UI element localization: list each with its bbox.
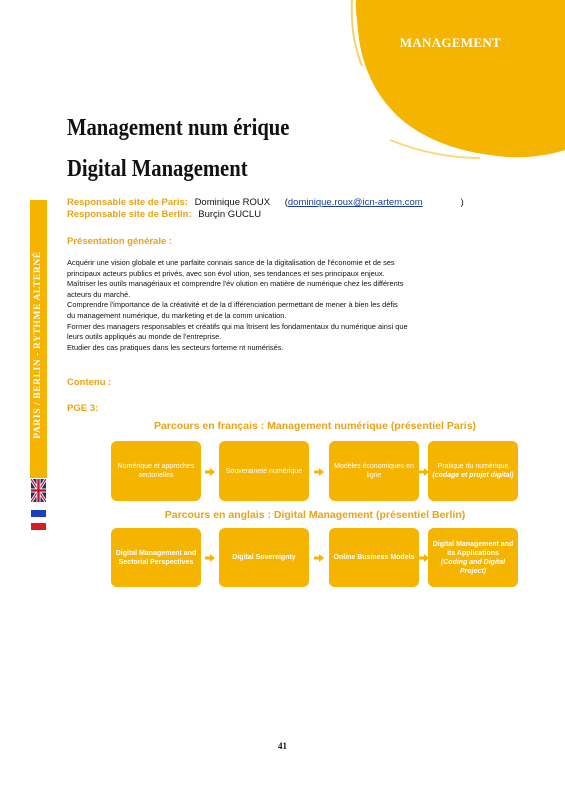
arrow-right-icon — [419, 554, 429, 562]
presentation-line: Former des managers responsables et créatifs qui ma îtrisent les fondamentaux du numérique ainsi que — [67, 321, 408, 331]
presentation-line: leurs outils appliqués au monde de l'entreprise. — [67, 332, 222, 342]
contenu-heading: Contenu : — [67, 377, 112, 388]
page-title-en: Digital Management — [67, 156, 248, 182]
presentation-line: acteurs du marché. — [67, 289, 131, 299]
flow-fr-box-4: Pratique du numérique (codage et projet digital) — [428, 441, 518, 501]
paren-close: ) — [460, 197, 464, 208]
presentation-line: principaux acteurs publics et privés, avec son évol ution, ses tendances et ses principaux enjeux. — [67, 268, 385, 278]
page-number: 41 — [278, 741, 287, 751]
presentation-line: Acquérir une vision globale et une parfaite connais sance de la digitalisation de l'économie et de ses — [67, 258, 395, 267]
pge-heading: PGE 3: — [67, 403, 99, 414]
responsable-paris-name: Dominique ROUX — [194, 197, 271, 208]
paren-open: ( — [284, 197, 288, 208]
arrow-right-icon — [314, 554, 324, 562]
arrow-right-icon — [314, 468, 324, 476]
responsable-paris-label: Responsable site de Paris: — [67, 197, 188, 208]
france-flag-icon — [31, 510, 46, 530]
responsable-paris-email-link[interactable]: dominique.roux@icn-artem.com — [287, 197, 423, 208]
presentation-line: Etudier des cas pratiques dans les secteurs forteme nt numérisés. — [67, 342, 284, 352]
header-decoration — [350, 0, 565, 160]
flow-en-box-3: Online Business Models — [329, 528, 419, 587]
section-tag: MANAGEMENT — [399, 35, 501, 50]
uk-flag-icon — [31, 479, 46, 502]
presentation-heading: Présentation générale : — [67, 236, 173, 247]
flow-en-box-4: Digital Management and its Applications (Coding and Digital Project) — [428, 528, 518, 587]
flow-fr-box-2: Souveraineté numérique — [219, 441, 309, 501]
responsable-berlin-row — [67, 209, 261, 220]
flow-fr-box-3: Modèles économiques en ligne — [329, 441, 419, 501]
arrow-right-icon — [205, 468, 215, 476]
arrow-right-icon — [205, 554, 215, 562]
responsable-berlin-label: Responsable site de Berlin: — [67, 209, 192, 220]
flow-title-en: Parcours en anglais : Digital Management (présentiel Berlin) — [164, 509, 466, 521]
flow-en-box-1: Digital Management and Sectorial Perspectives — [111, 528, 201, 587]
arrow-right-icon — [419, 468, 429, 476]
flow-en-box-2: Digital Sovereignty — [219, 528, 309, 587]
page-title-fr: Management num érique — [67, 115, 290, 141]
responsable-paris-row — [67, 197, 464, 208]
flow-fr-box-1: Numérique et approches sectorielles — [111, 441, 201, 501]
presentation-line: Maîtriser les outils managériaux et comprendre l'év olution en matière de numérique chez les différents — [67, 279, 404, 289]
presentation-line: Comprendre l'importance de la créativité et de la d ifférenciation permettant de mener à bien les défis — [67, 300, 398, 310]
flow-title-fr: Parcours en français : Management numérique (présentiel Paris) — [153, 420, 477, 432]
presentation-text — [67, 258, 497, 353]
responsable-berlin-name: Burçin GUCLU — [198, 209, 262, 220]
orange-brush-shape — [350, 0, 565, 160]
presentation-line: du management numérique, du marketing et de la comm unication. — [67, 310, 287, 320]
